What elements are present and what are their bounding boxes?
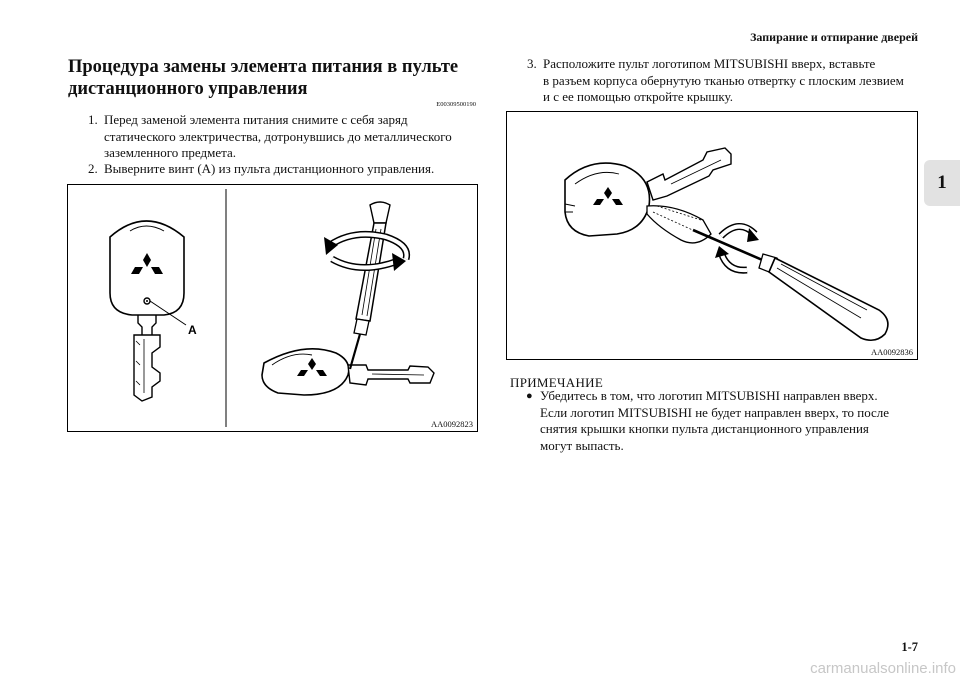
step-number: 2. <box>88 161 98 176</box>
step-text: и с ее помощью откройте крышку. <box>543 89 733 104</box>
note-text: Если логотип MITSUBISHI не будет направлен вверх, то после <box>540 404 890 420</box>
note-title: ПРИМЕЧАНИЕ <box>510 375 604 390</box>
bullet-icon: ● <box>526 390 533 402</box>
note-body <box>510 388 910 454</box>
figure-open-cover-illustration <box>507 112 917 359</box>
section-code: E00309500190 <box>436 101 476 108</box>
label-a: A <box>188 323 197 337</box>
running-header: Запирание и отпирание дверей <box>750 30 918 44</box>
figure-remove-screw <box>67 184 478 432</box>
section-title: Процедура замены элемента питания в пульте дистанционного управления <box>68 57 459 99</box>
step-1 <box>88 112 498 162</box>
step-number: 3. <box>527 56 537 71</box>
step-text: Выверните винт (A) из пульта дистанционного управления. <box>104 161 435 176</box>
step-text: Расположите пульт логотипом MITSUBISHI вверх, вставьте <box>543 56 876 71</box>
figure-open-cover <box>506 111 918 360</box>
key-screwdriver-icon <box>262 202 434 395</box>
chapter-tab[interactable]: 1 <box>924 160 960 206</box>
key-open-cover-icon <box>565 148 888 340</box>
step-text: в разъем корпуса обернутую тканью отвертку с плоским лезвием <box>543 72 904 88</box>
figure-code: AA0092823 <box>430 419 473 429</box>
step-number: 1. <box>88 112 98 127</box>
step-text: заземленного предмета. <box>104 145 236 160</box>
note-text: Убедитесь в том, что логотип MITSUBISHI направлен вверх. <box>540 388 878 403</box>
note-text: могут выпасть. <box>540 437 624 453</box>
step-2 <box>88 161 498 178</box>
watermark: carmanualsonline.info <box>810 660 956 677</box>
figure-code: AA0092836 <box>870 347 913 357</box>
page-number: 1-7 <box>901 640 918 654</box>
figure-remove-screw-illustration <box>68 185 477 431</box>
step-3 <box>527 56 937 106</box>
step-text: Перед заменой элемента питания снимите с себя заряд <box>104 112 408 127</box>
step-text: статического электричества, дотронувшись до металлического <box>104 128 452 144</box>
note-text: снятия крышки кнопки пульта дистанционного управления <box>540 421 869 436</box>
key-front-icon <box>110 221 186 401</box>
